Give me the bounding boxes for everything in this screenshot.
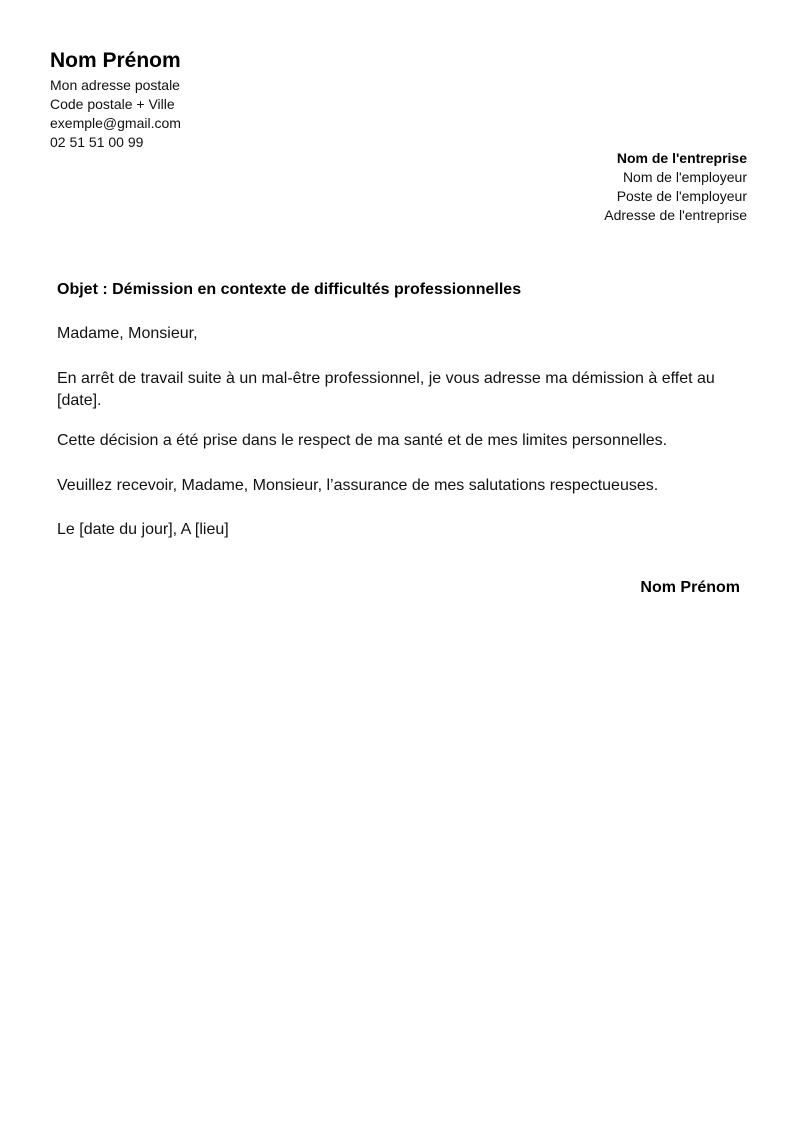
recipient-block bbox=[604, 149, 747, 225]
recipient-employer-position: Poste de l'employeur bbox=[616, 188, 747, 204]
letter-paragraph-3: Veuillez recevoir, Madame, Monsieur, l’assurance de mes salutations respectueuses. bbox=[57, 477, 659, 494]
letter-paragraph-1: En arrêt de travail suite à un mal-être professionnel, je vous adresse ma démission à effet au [date]. bbox=[57, 370, 715, 409]
recipient-employer-name: Nom de l'employeur bbox=[622, 169, 747, 185]
sender-block bbox=[50, 48, 181, 152]
letter-salutation: Madame, Monsieur, bbox=[57, 325, 198, 342]
letter-date-place: Le [date du jour], A [lieu] bbox=[57, 521, 229, 538]
sender-name: Nom Prénom bbox=[50, 49, 181, 72]
sender-phone: 02 51 51 00 99 bbox=[50, 134, 144, 150]
letter-subject: Objet : Démission en contexte de difficultés professionnelles bbox=[57, 281, 522, 298]
sender-city: Code postale + Ville bbox=[50, 96, 175, 112]
letter-signature: Nom Prénom bbox=[640, 579, 740, 596]
sender-address: Mon adresse postale bbox=[50, 77, 180, 93]
letter-paragraph-2: Cette décision a été prise dans le respect de ma santé et de mes limites personnelles. bbox=[57, 432, 668, 449]
sender-email: exemple@gmail.com bbox=[50, 115, 181, 131]
recipient-company-address: Adresse de l'entreprise bbox=[604, 207, 747, 223]
recipient-company: Nom de l'entreprise bbox=[616, 150, 747, 166]
